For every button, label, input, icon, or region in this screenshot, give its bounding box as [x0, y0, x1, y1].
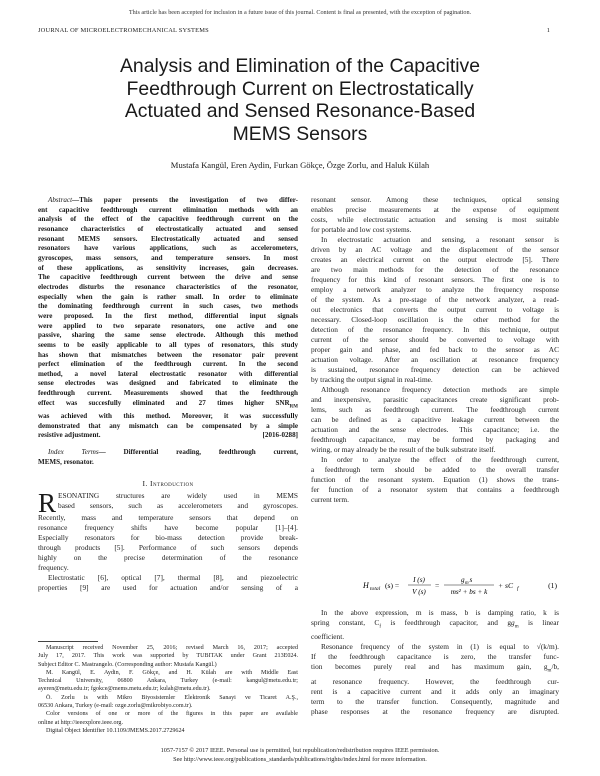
body-line-cf: spring constant, $C_f$ is feedthrough capacitor, and $gg_m$ is linear [311, 618, 559, 630]
right-column-text [311, 195, 559, 505]
body-line: frequency for this kind of resonant sensors. The first one is to [311, 275, 559, 284]
abstract-line: has shown that mismatches between the resonator pair prevent [38, 350, 298, 359]
footnote-line: Digital Object Identifier 10.1109/JMEMS.2017.2729624 [46, 727, 185, 734]
intro-line: Electrostatic [6], optical [7], thermal [8], and piezoelectric [48, 573, 298, 583]
body-line-gm: tion becomes purely real and has maximum gain, $g_m/b$, [311, 662, 559, 674]
footnote-line: M. Kangül, E. Aydin, F. Gökçe, and H. Külah are with Middle East [46, 669, 298, 676]
eq-number: (1) [548, 581, 557, 590]
body-line: enables precise measurements at the expense of equipment [311, 205, 559, 214]
abstract-line: were proposed. In the first method, differential input signals [38, 311, 298, 320]
footnote-line: Color versions of one or more of the figures in this paper are available [46, 711, 298, 718]
eq-tail: + sC [498, 581, 514, 590]
body-line: out electronics that converts the output current to voltage is [311, 305, 559, 314]
abstract [38, 196, 298, 441]
title-line: Feedthrough Current on Electrostatically [126, 77, 474, 100]
body-line: feedthrough capacitance, may be formed by packaging and [311, 435, 559, 444]
intro-line: highly on the precise determination of the resonance [38, 553, 298, 563]
journal-name: JOURNAL OF MICROELECTROMECHANICAL SYSTEMS [38, 27, 209, 34]
body-line: employ a network analyzer to analyze the frequency response [311, 285, 559, 294]
footnote-line: July 17, 2017. This work was supported by TUBITAK under Grant 213E024. [38, 653, 298, 660]
eq-frac2-num: g [461, 576, 465, 584]
abstract-line: resonance characteristics of electrostatically actuated and sensed [38, 224, 298, 233]
intro-line: based sensors, such as accelerometers and gyroscopes. [58, 501, 298, 511]
abstract-label: Abstract [48, 196, 73, 204]
copyright-line: 1057-7157 © 2017 IEEE. Personal use is permitted, but republication/redistribution requires IEEE permission. [160, 747, 440, 754]
abstract-line: were applied to two separate resonators, one active and one [38, 321, 298, 330]
abstract-line: —This paper presents the investigation of two differ- [72, 196, 298, 204]
body-line: detection of the resonance frequency. In this technique, output [311, 325, 559, 334]
footnotes [38, 644, 298, 735]
body-line: are two main methods for the detection of the resonance [311, 265, 559, 274]
body-line: coefficient. [311, 632, 345, 642]
abstract-line: was achieved with this method. Moreover, it was successfully [38, 411, 298, 420]
title-line: Actuated and Sensed Resonance-Based [124, 100, 476, 123]
abstract-line: analysis of the effect of the capacitive feedthrough current on the [38, 215, 298, 224]
abstract-line: method, a novel lateral electrostatic resonator with differential [38, 369, 298, 378]
eq-frac2-num-tail: s [469, 576, 473, 584]
body-line: If the feedthrough capacitance is zero, the transfer func- [311, 652, 559, 662]
snr-subscript: RM [289, 404, 298, 410]
body-line: phase responses at the resonance frequency are disrupted. [311, 706, 559, 716]
intro-line: through products [5]. Performance of such sensors depends [38, 543, 298, 553]
body-line: actuation and the sense electrodes. This capacitance; i.e. the [311, 425, 559, 434]
body-line: current term. [311, 495, 349, 504]
copyright-notice [0, 746, 600, 764]
section-heading [38, 479, 298, 488]
eq-lhs-sub: total [370, 586, 381, 592]
body-line: and inexpensive, parasitic capacitances create significant prob- [311, 395, 559, 404]
body-line: function of the resonant system. Equation (1) shows the trans- [311, 475, 559, 484]
body-line: of the system. As a pre-stage of the network analyzer, a read- [311, 295, 559, 304]
body-line: lems, such as feedthrough current. The feedthrough current [311, 405, 559, 414]
body-line: resonant sensor. Among these techniques, optical sensing [311, 195, 559, 204]
abstract-line: demonstrated that any mismatch can be compensated by a simple [38, 421, 298, 430]
body-line: proper gain and phase, and fed back to the sensor as AC [311, 345, 559, 354]
author-list: Mustafa Kangül, Eren Aydin, Furkan Gökçe, Özge Zorlu, and Haluk Külah [170, 160, 430, 170]
eq-lhs: H [363, 581, 369, 590]
footnote-line: online at http://ieeexplore.ieee.org. [38, 719, 123, 726]
index-terms-line: MEMS, resonator. [38, 457, 94, 466]
body-line: fer function of a resonator system that contains a feedthrough [311, 485, 559, 494]
drop-cap: R [38, 488, 57, 518]
abstract-line: electrodes disturbs the resonance characteristics of the resonator, [38, 282, 298, 291]
abstract-line: especially when the gain is rather small. In order to eliminate [38, 292, 298, 301]
equation-1 [311, 572, 559, 600]
abstract-line: gyroscopes, mass sensors, and temperature sensors. In most [38, 253, 298, 262]
index-terms-label: Index Terms [48, 448, 99, 456]
body-line: current of the sensor should be converted to voltage with [311, 335, 559, 344]
intro-line: Recently, mass and temperature sensors that depend on [38, 513, 298, 522]
abstract-line: feedthrough current. Measurements showed that the feedthrough [38, 389, 298, 398]
abstract-line: ent capacitive feedthrough current elimination methods with an [38, 205, 298, 214]
body-line: Resonance frequency of the system in (1) is equal to √(k/m). [321, 642, 559, 652]
footnote-line: Subject Editor C. Mastrangelo. (Corresponding author: Mustafa Kangül.) [38, 661, 217, 668]
paper-title [60, 55, 540, 145]
abstract-line: sense electrodes was designed and fabricated to eliminate the [38, 379, 298, 388]
footnote-divider [38, 641, 98, 642]
abstract-line: of these applications, as sensitivity increases, gain decreases. [38, 263, 298, 272]
abstract-line: seems to be easily applicable to all types of resonators, this study [38, 340, 298, 349]
intro-line: properties [9] are used for actuation and/or sensing of a [38, 583, 298, 593]
index-terms: Index Terms— Differential reading, feedthrough current, MEMS, resonator. [38, 448, 298, 466]
abstract-line: passive, sharing the same sense electrode. Although this method [38, 331, 298, 340]
body-line: Although resonance frequency detection methods are simple [321, 385, 559, 394]
footnote-line: Ö. Zorlu is with Mikro Biyosistemler Elektronik Sanayi ve Ticaret A.Ş., [46, 694, 298, 701]
body-line: necessary. Closed-loop oscillation is the other method for the [311, 315, 559, 324]
intro-line: ESONATING structures are widely used in MEMS [58, 491, 298, 500]
eq-frac1-den: V (s) [412, 588, 426, 596]
section-title: Introduction [150, 479, 194, 488]
eq-frac2-den: ms² + bs + k [450, 588, 488, 596]
abstract-line: perfect elimination of the feedthrough current. In the second [38, 360, 298, 369]
body-line: a feedthrough term should be added to the overall transfer [311, 465, 559, 474]
body-line: can be defined as a capacitive leakage current between the [311, 415, 559, 424]
footnote-line: 06530 Ankara, Turkey (e-mail: ozge.zorlu@mikrobiyo.com.tr). [38, 703, 193, 710]
introduction-text [38, 488, 298, 593]
abstract-line: The capacitive feedthrough current between the drive and sense [38, 273, 298, 282]
body-line: In electrostatic actuation and sensing, a resonant sensor is [321, 235, 559, 244]
page-number: 1 [546, 27, 550, 34]
title-line: MEMS Sensors [232, 122, 368, 145]
equation-svg [311, 572, 559, 600]
abstract-last-line: resistive adjustment. [2016-0288] [38, 431, 298, 440]
abstract-line-snr: effect was succesfully eliminated and 27 times higher $SNR_{RM}$ [38, 398, 298, 410]
body-line: costs, while electrostatic actuation and sensing is most suitable [311, 215, 559, 224]
right-column-text-2 [311, 608, 559, 717]
body-line: In the above expression, m is mass, b is damping ratio, k is [321, 608, 559, 617]
body-line: by tracking the output signal in real-time. [311, 375, 433, 384]
footnote-line: Manuscript received November 25, 2016; revised March 16, 2017; accepted [46, 645, 298, 651]
copyright-rights-link[interactable]: See http://www.ieee.org/publications_standards/publications/rights/index.html for more information. [173, 756, 427, 763]
section-number: I. [142, 479, 148, 488]
body-line: actuation voltage. After an oscillation at resonance frequency [311, 355, 559, 364]
body-line: wiring, or may already be the result of the bulk substrate itself. [311, 445, 496, 454]
abstract-line: resonators have various applications, such as accelerometers, [38, 244, 298, 253]
intro-line: Especially resonators for bio-mass detection provide break- [38, 533, 298, 543]
body-line: for portable and low cost systems. [311, 225, 412, 234]
body-line: rent is a capacitive current and it adds only an imaginary [311, 686, 559, 696]
eq-arg: (s) = [385, 581, 400, 590]
body-line: at resonance frequency. However, the feedthrough cur- [311, 676, 559, 686]
intro-line: resonance frequency shifts have become popular [1]–[4]. [38, 523, 298, 533]
footnote-line: Technical University, 06800 Ankara, Turkey (e-mail: kangul@metu.edu.tr; [38, 678, 298, 685]
abstract-line: resonant MEMS sensors. Electrostatically actuated and sensed [38, 234, 298, 243]
eq-tail-sub: f [517, 586, 519, 592]
body-line: creates an electrical current on the output electrode [5]. There [311, 255, 559, 264]
eq-frac2-num-sub: m [465, 581, 469, 586]
title-line: Analysis and Elimination of the Capacitive [120, 55, 480, 77]
body-line: term to the transfer function. Consequently, magnitude and [311, 696, 559, 706]
body-line: In order to analyze the effect of the feedthrough current, [321, 455, 559, 464]
abstract-ref-code: [2016-0288] [262, 431, 298, 440]
intro-line: frequency. [38, 563, 69, 573]
acceptance-notice: This article has been accepted for inclusion in a future issue of this journal. Content is final as presented, with the exception of pagination. [128, 9, 472, 16]
body-line: driven by an AC voltage and the displacement of the sensor [311, 245, 559, 254]
body-line: is sustained, resonance frequency detection can be achieved [311, 365, 559, 374]
footnote-line: ayeren@metu.edu.tr; fgokce@mems.metu.edu.tr; kulah@metu.edu.tr). [38, 686, 211, 693]
abstract-line: the dominating feedthrough current in such cases, two methods [38, 302, 298, 311]
eq-equals: = [435, 581, 440, 590]
eq-frac1-num: I (s) [413, 576, 425, 584]
